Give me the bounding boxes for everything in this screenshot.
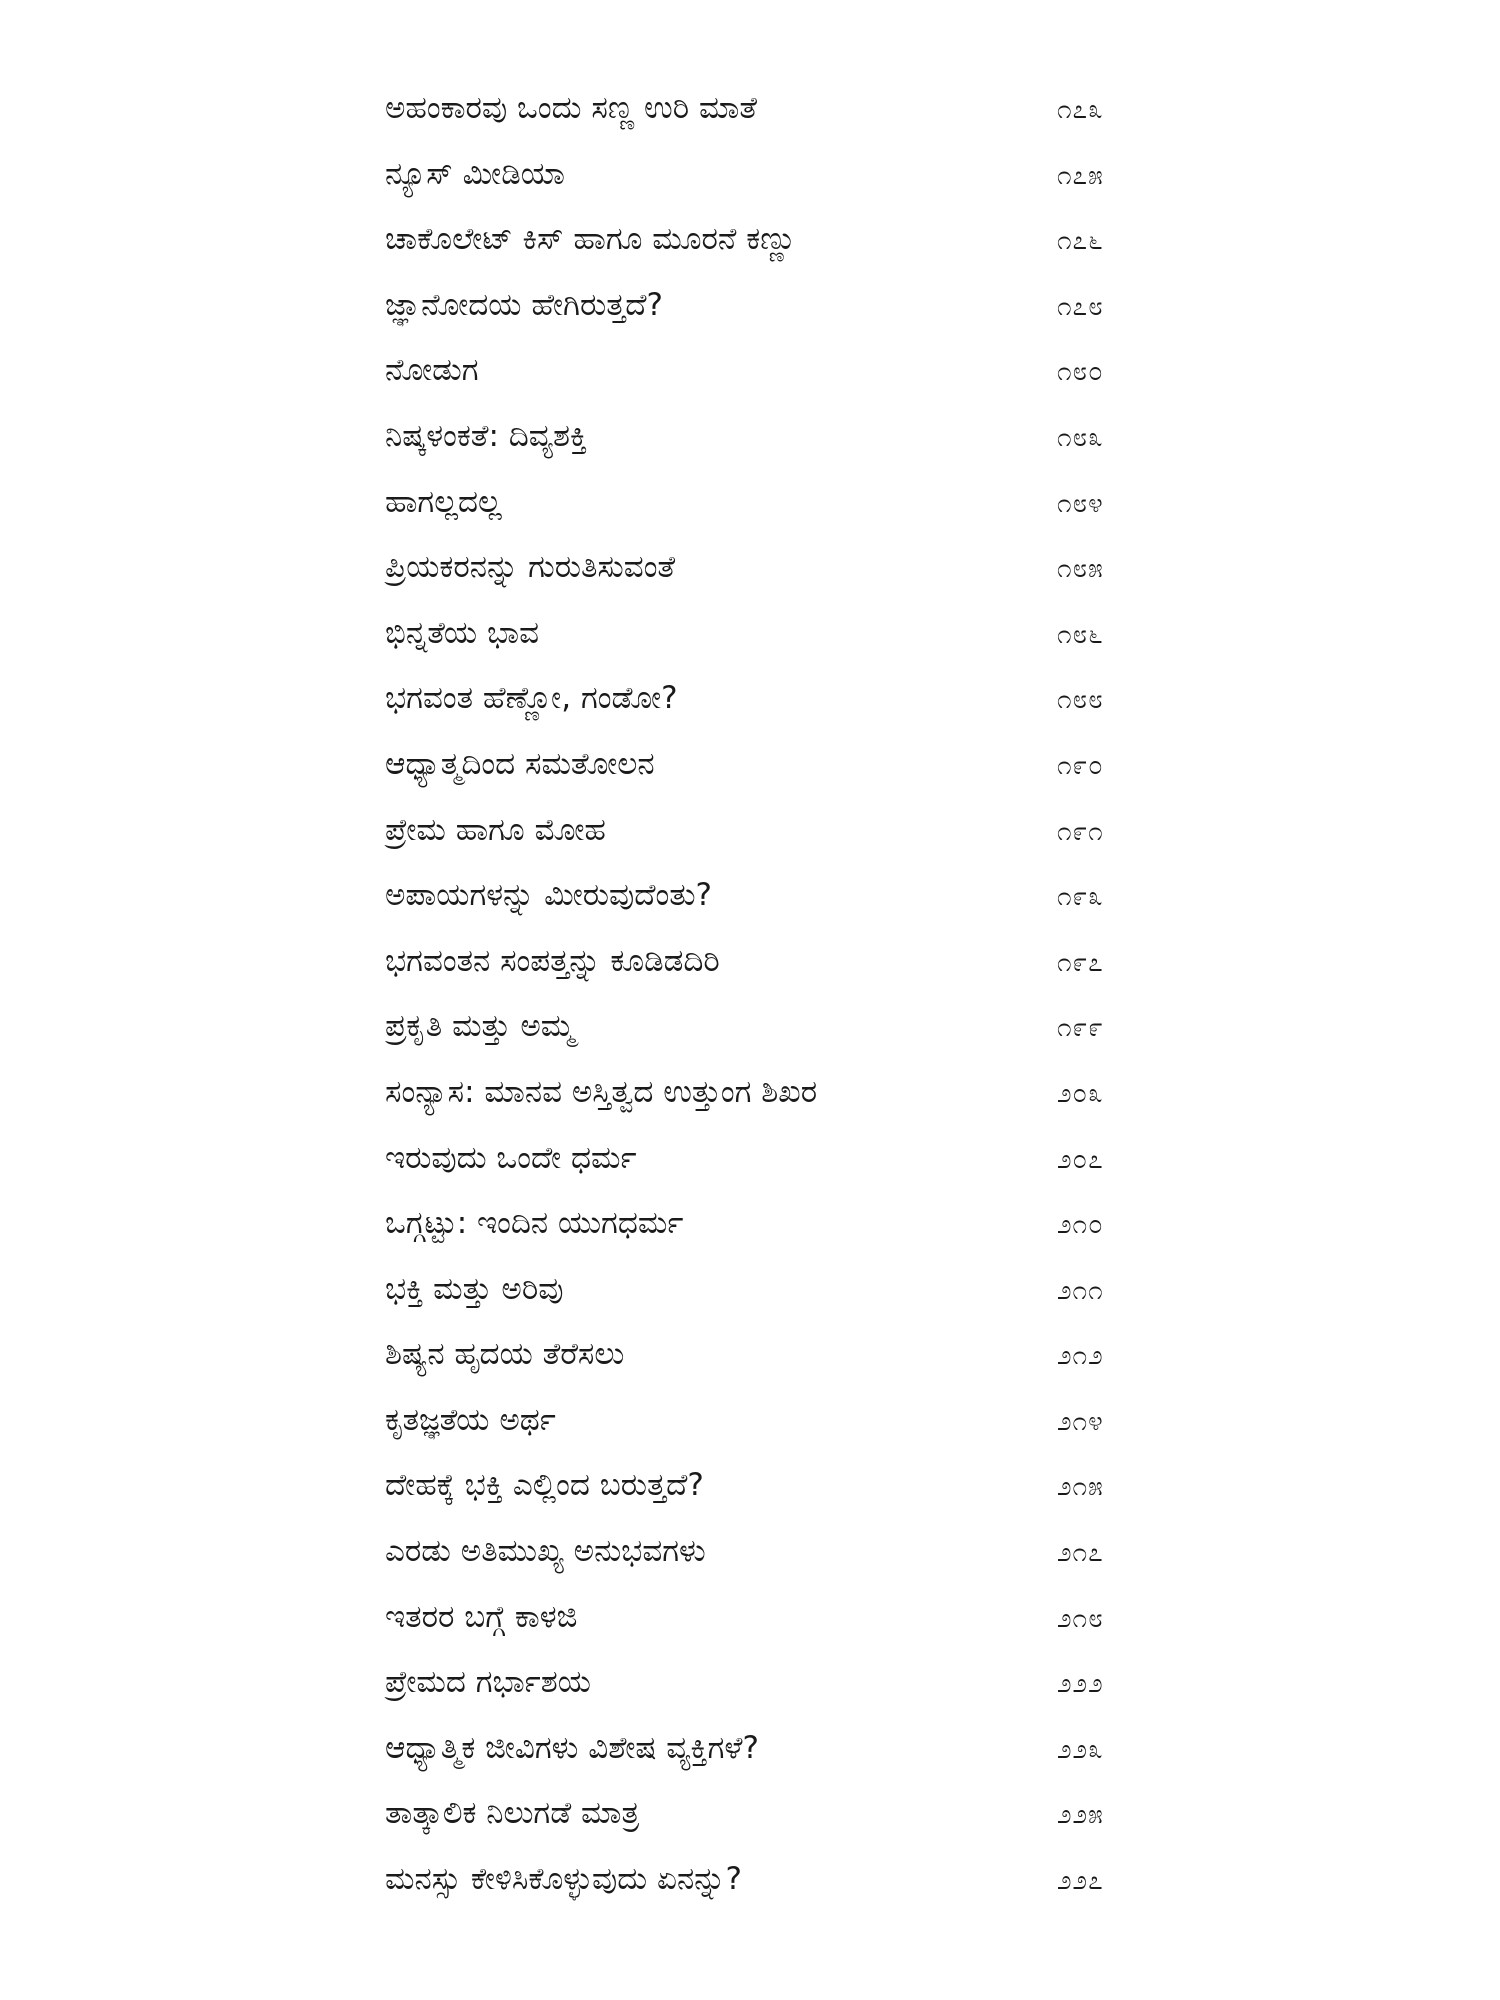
toc-entry-title: ಅಹಂಕಾರವು ಒಂದು ಸಣ್ಣ ಉರಿ ಮಾತೆ bbox=[385, 90, 758, 126]
toc-entry-title: ಕೃತಜ್ಞತೆಯ ಅರ್ಥ bbox=[385, 1401, 556, 1438]
toc-entry-page-number: ೨೨೩ bbox=[1057, 1734, 1104, 1765]
toc-entry-title: ಇತರರ ಬಗ್ಗೆ ಕಾಳಜಿ bbox=[385, 1598, 578, 1635]
toc-entry-page-number: ೨೨೫ bbox=[1057, 1800, 1104, 1831]
toc-entry-title: ಆಧ್ಯಾತ್ಮದಿಂದ ಸಮತೋಲನ bbox=[385, 745, 655, 782]
toc-entry-page-number: ೧೭೩ bbox=[1057, 95, 1104, 125]
toc-entry-title: ಆಧ್ಯಾತ್ಮಿಕ ಜೀವಿಗಳು ವಿಶೇಷ ವ್ಯಕ್ತಿಗಳೆ? bbox=[385, 1729, 759, 1766]
toc-entry bbox=[385, 1597, 1130, 1663]
toc-entry-title: ಭಕ್ತಿ ಮತ್ತು ಅರಿವು bbox=[385, 1270, 564, 1307]
toc-entry-title: ಶಿಷ್ಯನ ಹೃದಯ ತೆರೆಸಲು bbox=[385, 1336, 625, 1373]
toc-entry bbox=[385, 1859, 1130, 1925]
toc-entry-title: ಮನಸ್ಸು ಕೇಳಿಸಿಕೊಳ್ಳುವುದು ಏನನ್ನು? bbox=[385, 1861, 742, 1898]
toc-entry bbox=[385, 1203, 1130, 1269]
toc-entry bbox=[385, 1138, 1130, 1204]
toc-entry-title: ಹಾಗಲ್ಲದಲ್ಲ bbox=[385, 483, 502, 520]
toc-entry bbox=[385, 285, 1130, 351]
toc-entry bbox=[385, 1269, 1130, 1335]
toc-entry-page-number: ೧೮೮ bbox=[1057, 685, 1104, 716]
toc-entry-title: ಭಿನ್ನತೆಯ ಭಾವ bbox=[385, 614, 540, 651]
table-of-contents bbox=[385, 88, 1130, 1925]
toc-entry-page-number: ೧೮೫ bbox=[1057, 554, 1104, 585]
toc-entry-title: ಎರಡು ಅತಿಮುಖ್ಯ ಅನುಭವಗಳು bbox=[385, 1533, 706, 1570]
toc-entry bbox=[385, 88, 1130, 154]
toc-entry bbox=[385, 350, 1130, 416]
toc-entry-title: ನಿಷ್ಕಳಂಕತೆ: ದಿವ್ಯಶಕ್ತಿ bbox=[385, 417, 588, 454]
toc-entry-page-number: ೧೯೩ bbox=[1057, 882, 1104, 913]
toc-entry-page-number: ೨೧೦ bbox=[1057, 1210, 1104, 1241]
toc-entry bbox=[385, 154, 1130, 220]
toc-entry-page-number: ೧೯೦ bbox=[1057, 750, 1104, 781]
toc-entry bbox=[385, 875, 1130, 941]
toc-entry bbox=[385, 1662, 1130, 1728]
toc-entry-page-number: ೨೧೮ bbox=[1057, 1603, 1104, 1634]
toc-entry-page-number: ೨೧೧ bbox=[1057, 1275, 1104, 1306]
toc-entry-title: ಪ್ರಕೃತಿ ಮತ್ತು ಅಮ್ಮ bbox=[385, 1008, 575, 1045]
toc-entry bbox=[385, 1531, 1130, 1597]
toc-entry-page-number: ೨೧೨ bbox=[1057, 1341, 1104, 1372]
toc-entry-page-number: ೨೦೭ bbox=[1057, 1144, 1104, 1175]
toc-entry-page-number: ೨೧೪ bbox=[1057, 1406, 1104, 1437]
toc-entry-page-number: ೧೯೧ bbox=[1057, 816, 1104, 847]
toc-entry-page-number: ೧೭೫ bbox=[1057, 160, 1104, 191]
toc-entry-title: ಒಗ್ಗಟ್ಟು: ಇಂದಿನ ಯುಗಧರ್ಮ bbox=[385, 1205, 684, 1242]
toc-entry-page-number: ೧೮೪ bbox=[1057, 488, 1104, 519]
toc-entry-title: ಪ್ರೇಮದ ಗರ್ಭಾಶಯ bbox=[385, 1664, 591, 1701]
toc-entry-title: ಭಗವಂತ ಹೆಣ್ಣೋ, ಗಂಡೋ? bbox=[385, 680, 678, 717]
toc-entry-page-number: ೧೮೬ bbox=[1057, 619, 1104, 650]
toc-entry bbox=[385, 810, 1130, 876]
toc-entry-page-number: ೧೭೮ bbox=[1057, 291, 1104, 322]
toc-entry-title: ನೋಡುಗ bbox=[385, 352, 479, 389]
toc-entry-page-number: ೧೯೭ bbox=[1057, 947, 1104, 978]
toc-entry-title: ತಾತ್ಕಾಲಿಕ ನಿಲುಗಡೆ ಮಾತ್ರ bbox=[385, 1795, 640, 1832]
toc-entry-page-number: ೧೭೬ bbox=[1057, 226, 1104, 257]
toc-entry bbox=[385, 1006, 1130, 1072]
toc-entry-title: ಪ್ರಿಯಕರನನ್ನು ಗುರುತಿಸುವಂತೆ bbox=[385, 549, 676, 586]
toc-entry bbox=[385, 744, 1130, 810]
toc-entry bbox=[385, 416, 1130, 482]
toc-entry-page-number: ೧೯೯ bbox=[1057, 1013, 1104, 1044]
toc-entry-title: ಭಗವಂತನ ಸಂಪತ್ತನ್ನು ಕೂಡಿಡದಿರಿ bbox=[385, 942, 720, 979]
toc-entry bbox=[385, 1334, 1130, 1400]
toc-entry-title: ಇರುವುದು ಒಂದೇ ಧರ್ಮ bbox=[385, 1139, 637, 1176]
toc-entry bbox=[385, 613, 1130, 679]
toc-entry-title: ಜ್ಞಾನೋದಯ ಹೇಗಿರುತ್ತದೆ? bbox=[385, 286, 663, 323]
toc-entry-page-number: ೨೨೨ bbox=[1057, 1669, 1104, 1700]
toc-entry-page-number: ೨೧೫ bbox=[1057, 1472, 1104, 1503]
toc-entry bbox=[385, 1400, 1130, 1466]
toc-entry bbox=[385, 219, 1130, 285]
toc-entry-page-number: ೨೧೭ bbox=[1057, 1538, 1104, 1569]
toc-entry bbox=[385, 1465, 1130, 1531]
toc-entry-page-number: ೧೮೦ bbox=[1057, 357, 1104, 388]
toc-entry-title: ಅಪಾಯಗಳನ್ನು ಮೀರುವುದೆಂತು? bbox=[385, 877, 713, 914]
toc-entry bbox=[385, 678, 1130, 744]
toc-entry-title: ಚಾಕೊಲೇಟ್ ಕಿಸ್ ಹಾಗೂ ಮೂರನೆ ಕಣ್ಣು bbox=[385, 221, 797, 258]
toc-entry bbox=[385, 547, 1130, 613]
toc-entry-title: ಸಂನ್ಯಾಸ: ಮಾನವ ಅಸ್ತಿತ್ವದ ಉತ್ತುಂಗ ಶಿಖರ bbox=[385, 1073, 818, 1110]
toc-entry-title: ನ್ಯೂಸ್ ಮೀಡಿಯಾ bbox=[385, 155, 565, 192]
toc-entry-title: ದೇಹಕ್ಕೆ ಭಕ್ತಿ ಎಲ್ಲಿಂದ ಬರುತ್ತದೆ? bbox=[385, 1467, 704, 1504]
toc-entry-title: ಪ್ರೇಮ ಹಾಗೂ ಮೋಹ bbox=[385, 811, 606, 848]
toc-entry bbox=[385, 1793, 1130, 1859]
toc-entry-page-number: ೨೨೭ bbox=[1057, 1866, 1104, 1897]
toc-entry-page-number: ೧೮೩ bbox=[1057, 422, 1104, 453]
toc-entry-page-number: ೨೦೩ bbox=[1057, 1078, 1104, 1109]
toc-entry bbox=[385, 941, 1130, 1007]
toc-entry bbox=[385, 482, 1130, 548]
toc-entry bbox=[385, 1072, 1130, 1138]
toc-entry bbox=[385, 1728, 1130, 1794]
